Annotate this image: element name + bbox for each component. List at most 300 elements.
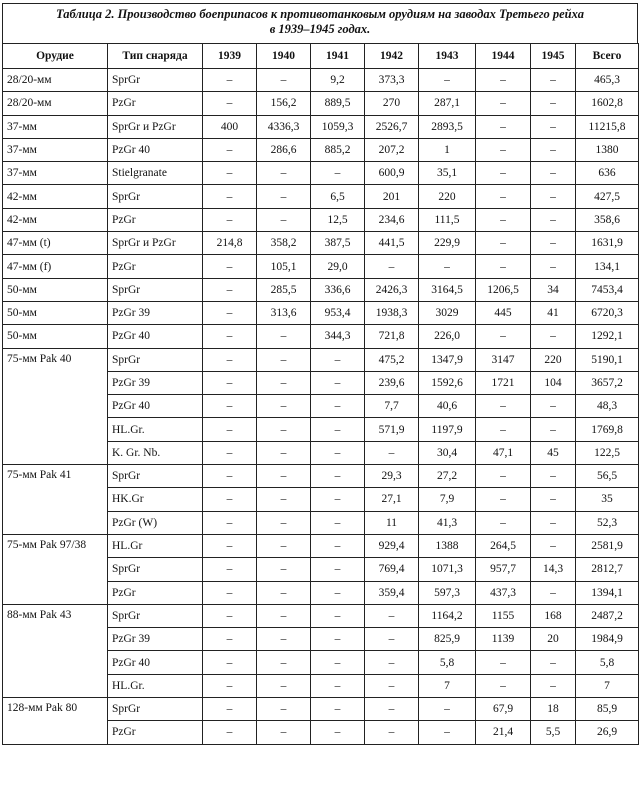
value-cell: – [257, 721, 311, 744]
value-cell: 5,8 [419, 651, 476, 674]
value-cell: – [203, 651, 257, 674]
value-cell: 721,8 [365, 325, 419, 348]
value-cell: 270 [365, 92, 419, 115]
value-cell: 239,6 [365, 371, 419, 394]
value-cell: – [257, 558, 311, 581]
value-cell: 27,1 [365, 488, 419, 511]
value-cell: – [257, 208, 311, 231]
value-cell: – [311, 162, 365, 185]
value-cell: – [419, 69, 476, 92]
total-cell: 5190,1 [576, 348, 639, 371]
value-cell: 104 [531, 371, 576, 394]
value-cell: 29,3 [365, 465, 419, 488]
value-cell: – [203, 325, 257, 348]
value-cell: 29,0 [311, 255, 365, 278]
shell-type-cell: PzGr 40 [108, 325, 203, 348]
shell-type-cell: HL.Gr. [108, 674, 203, 697]
value-cell: – [311, 418, 365, 441]
value-cell: – [476, 138, 531, 161]
value-cell: – [531, 534, 576, 557]
shell-type-cell: PzGr 40 [108, 651, 203, 674]
value-cell: 234,6 [365, 208, 419, 231]
value-cell: 40,6 [419, 395, 476, 418]
value-cell: – [203, 511, 257, 534]
value-cell: 226,0 [419, 325, 476, 348]
value-cell: – [365, 674, 419, 697]
header-total: Всего [576, 44, 639, 69]
value-cell: 214,8 [203, 232, 257, 255]
value-cell: 929,4 [365, 534, 419, 557]
value-cell: – [203, 534, 257, 557]
value-cell: 20 [531, 628, 576, 651]
value-cell: – [311, 441, 365, 464]
value-cell: – [476, 92, 531, 115]
table-row [3, 301, 639, 324]
value-cell: – [531, 325, 576, 348]
table-row [3, 465, 639, 488]
value-cell: – [311, 674, 365, 697]
value-cell: – [257, 418, 311, 441]
value-cell: – [531, 465, 576, 488]
value-cell: – [476, 208, 531, 231]
value-cell: 2893,5 [419, 115, 476, 138]
value-cell: 30,4 [419, 441, 476, 464]
value-cell: – [365, 698, 419, 721]
value-cell: – [476, 162, 531, 185]
value-cell: 3029 [419, 301, 476, 324]
value-cell: – [476, 674, 531, 697]
total-cell: 1380 [576, 138, 639, 161]
table-title-line-1: Таблица 2. Производство боеприпасов к противотанковым орудиям на заводах Третьего рейха [56, 7, 584, 21]
value-cell: – [311, 604, 365, 627]
value-cell: – [311, 465, 365, 488]
value-cell: – [476, 511, 531, 534]
value-cell: 220 [531, 348, 576, 371]
table-row [3, 162, 639, 185]
table-title-line-2: в 1939–1945 годах. [269, 22, 371, 36]
value-cell: 14,3 [531, 558, 576, 581]
total-cell: 122,5 [576, 441, 639, 464]
gun-cell: 50-мм [3, 278, 108, 301]
shell-type-cell: K. Gr. Nb. [108, 441, 203, 464]
value-cell: – [311, 348, 365, 371]
value-cell: 3147 [476, 348, 531, 371]
value-cell: 285,5 [257, 278, 311, 301]
table-row [3, 278, 639, 301]
value-cell: 475,2 [365, 348, 419, 371]
value-cell: – [203, 255, 257, 278]
value-cell: – [531, 511, 576, 534]
value-cell: – [365, 441, 419, 464]
shell-type-cell: PzGr 39 [108, 301, 203, 324]
value-cell: – [203, 698, 257, 721]
value-cell: – [203, 558, 257, 581]
value-cell: 313,6 [257, 301, 311, 324]
value-cell: – [531, 138, 576, 161]
value-cell: – [203, 674, 257, 697]
value-cell: 35,1 [419, 162, 476, 185]
shell-type-cell: HL.Gr. [108, 418, 203, 441]
value-cell: – [203, 138, 257, 161]
value-cell: 41 [531, 301, 576, 324]
value-cell: 287,1 [419, 92, 476, 115]
shell-type-cell: PzGr 39 [108, 628, 203, 651]
total-cell: 85,9 [576, 698, 639, 721]
total-cell: 52,3 [576, 511, 639, 534]
shell-type-cell: SprGr [108, 185, 203, 208]
value-cell: – [257, 162, 311, 185]
value-cell: 3164,5 [419, 278, 476, 301]
gun-cell: 50-мм [3, 301, 108, 324]
value-cell: 264,5 [476, 534, 531, 557]
header-1939: 1939 [203, 44, 257, 69]
header-1942: 1942 [365, 44, 419, 69]
total-cell: 56,5 [576, 465, 639, 488]
table-row [3, 348, 639, 371]
value-cell: – [531, 185, 576, 208]
value-cell: – [203, 162, 257, 185]
shell-type-cell: SprGr [108, 465, 203, 488]
value-cell: – [365, 651, 419, 674]
value-cell: – [203, 581, 257, 604]
value-cell: 597,3 [419, 581, 476, 604]
header-shell-type: Тип снаряда [108, 44, 203, 69]
header-1945: 1945 [531, 44, 576, 69]
value-cell: – [203, 465, 257, 488]
value-cell: – [203, 488, 257, 511]
value-cell: 387,5 [311, 232, 365, 255]
value-cell: – [531, 581, 576, 604]
value-cell: 5,5 [531, 721, 576, 744]
value-cell: – [203, 208, 257, 231]
value-cell: – [531, 92, 576, 115]
value-cell: – [476, 651, 531, 674]
value-cell: 769,4 [365, 558, 419, 581]
total-cell: 26,9 [576, 721, 639, 744]
table-row [3, 69, 639, 92]
total-cell: 7 [576, 674, 639, 697]
value-cell: – [365, 721, 419, 744]
value-cell: 441,5 [365, 232, 419, 255]
shell-type-cell: PzGr 40 [108, 138, 203, 161]
header-row [3, 44, 639, 69]
value-cell: – [365, 255, 419, 278]
table-row [3, 92, 639, 115]
value-cell: – [203, 371, 257, 394]
value-cell: – [203, 418, 257, 441]
value-cell: – [311, 698, 365, 721]
value-cell: – [311, 395, 365, 418]
table-row [3, 185, 639, 208]
gun-cell: 37-мм [3, 138, 108, 161]
value-cell: – [419, 698, 476, 721]
total-cell: 1394,1 [576, 581, 639, 604]
total-cell: 358,6 [576, 208, 639, 231]
shell-type-cell: HK.Gr [108, 488, 203, 511]
value-cell: – [476, 69, 531, 92]
value-cell: 7 [419, 674, 476, 697]
value-cell: – [531, 418, 576, 441]
value-cell: – [531, 69, 576, 92]
value-cell: 2526,7 [365, 115, 419, 138]
value-cell: – [476, 325, 531, 348]
value-cell: 47,1 [476, 441, 531, 464]
value-cell: – [311, 628, 365, 651]
total-cell: 1769,8 [576, 418, 639, 441]
value-cell: 1 [419, 138, 476, 161]
value-cell: – [365, 628, 419, 651]
value-cell: – [311, 511, 365, 534]
value-cell: 1388 [419, 534, 476, 557]
header-1943: 1943 [419, 44, 476, 69]
value-cell: – [203, 92, 257, 115]
value-cell: – [419, 721, 476, 744]
gun-cell: 75-мм Pak 40 [3, 348, 108, 464]
value-cell: – [203, 441, 257, 464]
value-cell: 344,3 [311, 325, 365, 348]
value-cell: – [203, 348, 257, 371]
total-cell: 11215,8 [576, 115, 639, 138]
value-cell: – [257, 488, 311, 511]
value-cell: 359,4 [365, 581, 419, 604]
gun-cell: 37-мм [3, 115, 108, 138]
value-cell: 9,2 [311, 69, 365, 92]
value-cell: – [257, 651, 311, 674]
value-cell: – [531, 674, 576, 697]
value-cell: 7,9 [419, 488, 476, 511]
value-cell: 825,9 [419, 628, 476, 651]
value-cell: 21,4 [476, 721, 531, 744]
table-row [3, 604, 639, 627]
total-cell: 3657,2 [576, 371, 639, 394]
value-cell: 1164,2 [419, 604, 476, 627]
value-cell: 1938,3 [365, 301, 419, 324]
value-cell: 1059,3 [311, 115, 365, 138]
table-row [3, 534, 639, 557]
value-cell: – [311, 371, 365, 394]
value-cell: 34 [531, 278, 576, 301]
total-cell: 1292,1 [576, 325, 639, 348]
value-cell: – [311, 558, 365, 581]
value-cell: – [257, 674, 311, 697]
value-cell: 41,3 [419, 511, 476, 534]
value-cell: 67,9 [476, 698, 531, 721]
shell-type-cell: HL.Gr [108, 534, 203, 557]
total-cell: 5,8 [576, 651, 639, 674]
value-cell: 957,7 [476, 558, 531, 581]
value-cell: 373,3 [365, 69, 419, 92]
table-row [3, 208, 639, 231]
gun-cell: 50-мм [3, 325, 108, 348]
total-cell: 636 [576, 162, 639, 185]
total-cell: 1602,8 [576, 92, 639, 115]
value-cell: – [531, 255, 576, 278]
value-cell: 11 [365, 511, 419, 534]
value-cell: 207,2 [365, 138, 419, 161]
value-cell: 1592,6 [419, 371, 476, 394]
value-cell: – [531, 208, 576, 231]
value-cell: 286,6 [257, 138, 311, 161]
value-cell: – [203, 628, 257, 651]
value-cell: – [203, 721, 257, 744]
value-cell: – [476, 488, 531, 511]
value-cell: – [476, 395, 531, 418]
value-cell: – [531, 651, 576, 674]
value-cell: – [257, 511, 311, 534]
value-cell: – [476, 418, 531, 441]
value-cell: 889,5 [311, 92, 365, 115]
value-cell: – [257, 628, 311, 651]
shell-type-cell: SprGr [108, 604, 203, 627]
value-cell: – [531, 488, 576, 511]
value-cell: – [257, 348, 311, 371]
value-cell: – [257, 581, 311, 604]
value-cell: – [476, 232, 531, 255]
value-cell: – [257, 465, 311, 488]
value-cell: 229,9 [419, 232, 476, 255]
shell-type-cell: PzGr [108, 721, 203, 744]
value-cell: – [311, 651, 365, 674]
total-cell: 48,3 [576, 395, 639, 418]
value-cell: – [257, 325, 311, 348]
total-cell: 35 [576, 488, 639, 511]
value-cell: – [311, 721, 365, 744]
shell-type-cell: PzGr [108, 581, 203, 604]
value-cell: – [531, 232, 576, 255]
total-cell: 2487,2 [576, 604, 639, 627]
value-cell: 1206,5 [476, 278, 531, 301]
value-cell: 1721 [476, 371, 531, 394]
value-cell: 358,2 [257, 232, 311, 255]
value-cell: – [476, 255, 531, 278]
value-cell: 6,5 [311, 185, 365, 208]
value-cell: – [203, 395, 257, 418]
value-cell: – [476, 465, 531, 488]
table-row [3, 138, 639, 161]
value-cell: – [257, 534, 311, 557]
shell-type-cell: SprGr [108, 278, 203, 301]
value-cell: 12,5 [311, 208, 365, 231]
shell-type-cell: Stielgranate [108, 162, 203, 185]
value-cell: 571,9 [365, 418, 419, 441]
value-cell: 4336,3 [257, 115, 311, 138]
shell-type-cell: PzGr 39 [108, 371, 203, 394]
total-cell: 427,5 [576, 185, 639, 208]
gun-cell: 37-мм [3, 162, 108, 185]
gun-cell: 28/20-мм [3, 92, 108, 115]
value-cell: – [311, 534, 365, 557]
value-cell: 1197,9 [419, 418, 476, 441]
value-cell: 1155 [476, 604, 531, 627]
value-cell: 1347,9 [419, 348, 476, 371]
gun-cell: 88-мм Pak 43 [3, 604, 108, 697]
value-cell: 45 [531, 441, 576, 464]
value-cell: 336,6 [311, 278, 365, 301]
value-cell: – [257, 371, 311, 394]
value-cell: 1071,3 [419, 558, 476, 581]
value-cell: – [203, 278, 257, 301]
value-cell: – [476, 185, 531, 208]
value-cell: 600,9 [365, 162, 419, 185]
shell-type-cell: SprGr и PzGr [108, 115, 203, 138]
header-1940: 1940 [257, 44, 311, 69]
value-cell: – [257, 698, 311, 721]
shell-type-cell: SprGr [108, 69, 203, 92]
value-cell: 168 [531, 604, 576, 627]
table-title [2, 3, 638, 43]
gun-cell: 47-мм (t) [3, 232, 108, 255]
value-cell: 18 [531, 698, 576, 721]
total-cell: 1631,9 [576, 232, 639, 255]
value-cell: 111,5 [419, 208, 476, 231]
table-body [3, 69, 639, 745]
value-cell: 953,4 [311, 301, 365, 324]
value-cell: 885,2 [311, 138, 365, 161]
header-1944: 1944 [476, 44, 531, 69]
value-cell: 437,3 [476, 581, 531, 604]
value-cell: – [203, 69, 257, 92]
shell-type-cell: SprGr [108, 558, 203, 581]
shell-type-cell: PzGr [108, 208, 203, 231]
value-cell: – [203, 185, 257, 208]
header-gun: Орудие [3, 44, 108, 69]
total-cell: 6720,3 [576, 301, 639, 324]
value-cell: – [531, 162, 576, 185]
shell-type-cell: SprGr и PzGr [108, 232, 203, 255]
shell-type-cell: PzGr [108, 92, 203, 115]
table-row [3, 255, 639, 278]
shell-type-cell: PzGr (W) [108, 511, 203, 534]
value-cell: – [257, 69, 311, 92]
value-cell: – [365, 604, 419, 627]
value-cell: – [311, 488, 365, 511]
value-cell: 7,7 [365, 395, 419, 418]
value-cell: – [531, 115, 576, 138]
total-cell: 2581,9 [576, 534, 639, 557]
value-cell: – [257, 441, 311, 464]
header-1941: 1941 [311, 44, 365, 69]
table-row [3, 232, 639, 255]
value-cell: 156,2 [257, 92, 311, 115]
value-cell: – [311, 581, 365, 604]
table-row [3, 698, 639, 721]
shell-type-cell: SprGr [108, 698, 203, 721]
shell-type-cell: PzGr 40 [108, 395, 203, 418]
value-cell: 105,1 [257, 255, 311, 278]
gun-cell: 28/20-мм [3, 69, 108, 92]
value-cell: 445 [476, 301, 531, 324]
value-cell: – [419, 255, 476, 278]
gun-cell: 47-мм (f) [3, 255, 108, 278]
value-cell: 400 [203, 115, 257, 138]
gun-cell: 75-мм Pak 97/38 [3, 534, 108, 604]
gun-cell: 128-мм Pak 80 [3, 698, 108, 745]
value-cell: 2426,3 [365, 278, 419, 301]
total-cell: 2812,7 [576, 558, 639, 581]
shell-type-cell: PzGr [108, 255, 203, 278]
table-row [3, 325, 639, 348]
gun-cell: 42-мм [3, 185, 108, 208]
value-cell: – [203, 301, 257, 324]
value-cell: – [476, 115, 531, 138]
gun-cell: 42-мм [3, 208, 108, 231]
value-cell: – [257, 185, 311, 208]
value-cell: 220 [419, 185, 476, 208]
gun-cell: 75-мм Pak 41 [3, 465, 108, 535]
value-cell: – [257, 604, 311, 627]
table-row [3, 115, 639, 138]
total-cell: 134,1 [576, 255, 639, 278]
